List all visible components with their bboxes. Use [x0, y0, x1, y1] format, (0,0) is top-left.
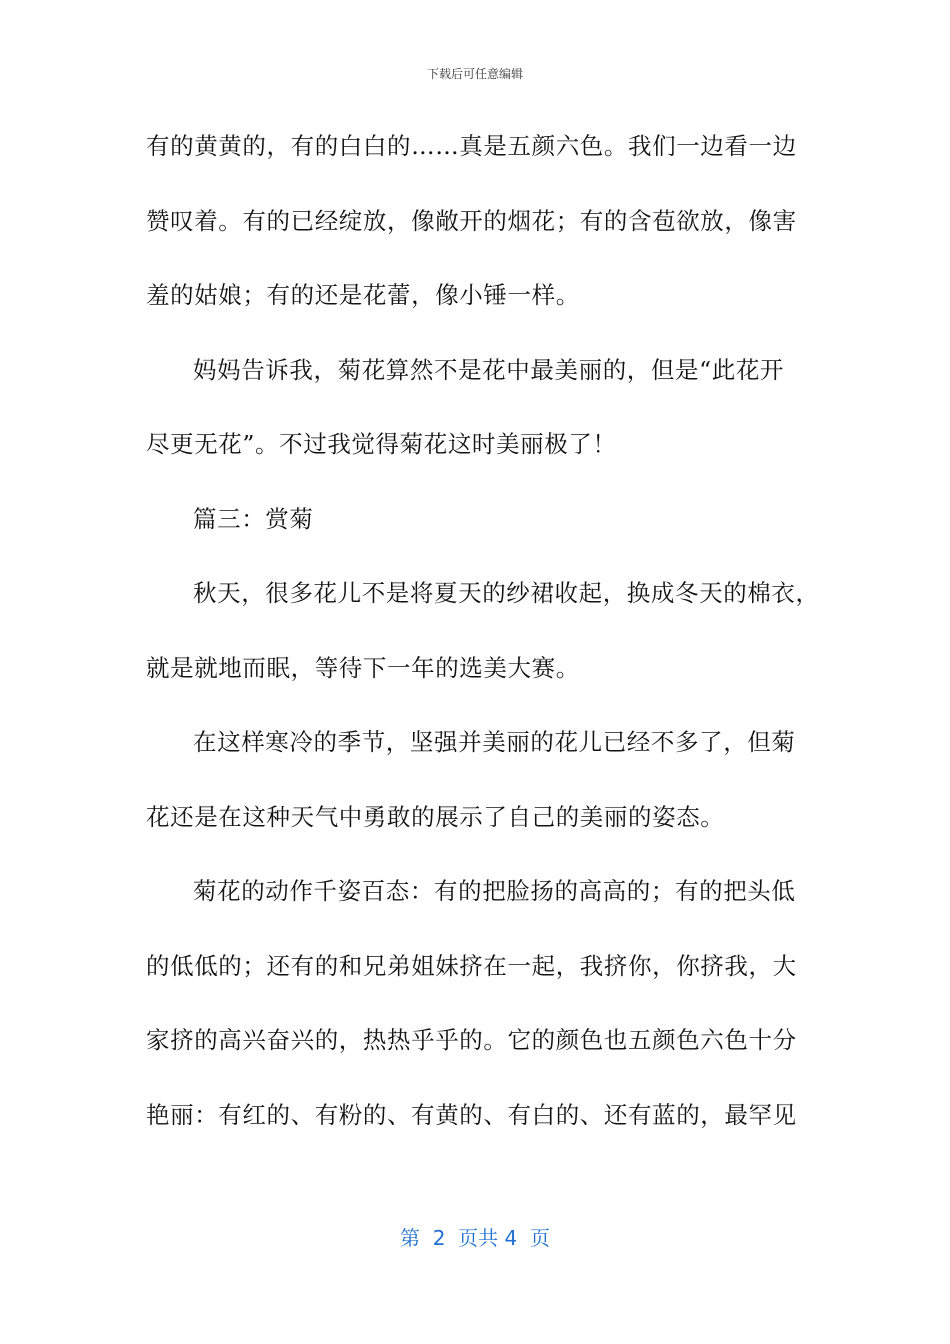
page-number-footer: 第 2 页共 4 页 [400, 1226, 550, 1250]
text-line: 有的黄黄的，有的白白的……真是五颜六色。我们一边看一边 [146, 132, 797, 160]
paragraph-start-line: 妈妈告诉我，菊花算然不是花中最美丽的，但是“此花开 [193, 355, 785, 384]
text-line: 艳丽：有红的、有粉的、有黄的、有白的、还有蓝的，最罕见 [146, 1100, 797, 1129]
paragraph-start-line: 菊花的动作千姿百态：有的把脸扬的高高的；有的把头低 [193, 877, 796, 905]
document-body [146, 122, 820, 1165]
text-line: 的低低的；还有的和兄弟姐妹挤在一起，我挤你，你挤我，大 [146, 951, 797, 980]
text-line: 羞的姑娘；有的还是花蕾，像小锤一样。 [146, 281, 580, 309]
paragraph-start-line: 秋天，很多花儿不是将夏天的纱裙收起，换成冬天的棉衣， [193, 579, 820, 607]
section-title: 篇三：赏菊 [193, 504, 314, 533]
text-line: 赞叹着。有的已经绽放，像敞开的烟花；有的含苞欲放，像害 [146, 206, 797, 235]
text-line: 家挤的高兴奋兴的，热热乎乎的。它的颜色也五颜色六色十分 [146, 1026, 797, 1054]
text-line: 尽更无花”。不过我觉得菊花这时美丽极了！ [146, 430, 617, 458]
text-line: 花还是在这种天气中勇敢的展示了自己的美丽的姿态。 [146, 802, 725, 831]
page-header: 下载后可任意编辑 [426, 67, 523, 81]
paragraph-start-line: 在这样寒冷的季节，坚强并美丽的花儿已经不多了，但菊 [193, 728, 796, 756]
text-line: 就是就地而眠，等待下一年的选美大赛。 [146, 653, 580, 682]
